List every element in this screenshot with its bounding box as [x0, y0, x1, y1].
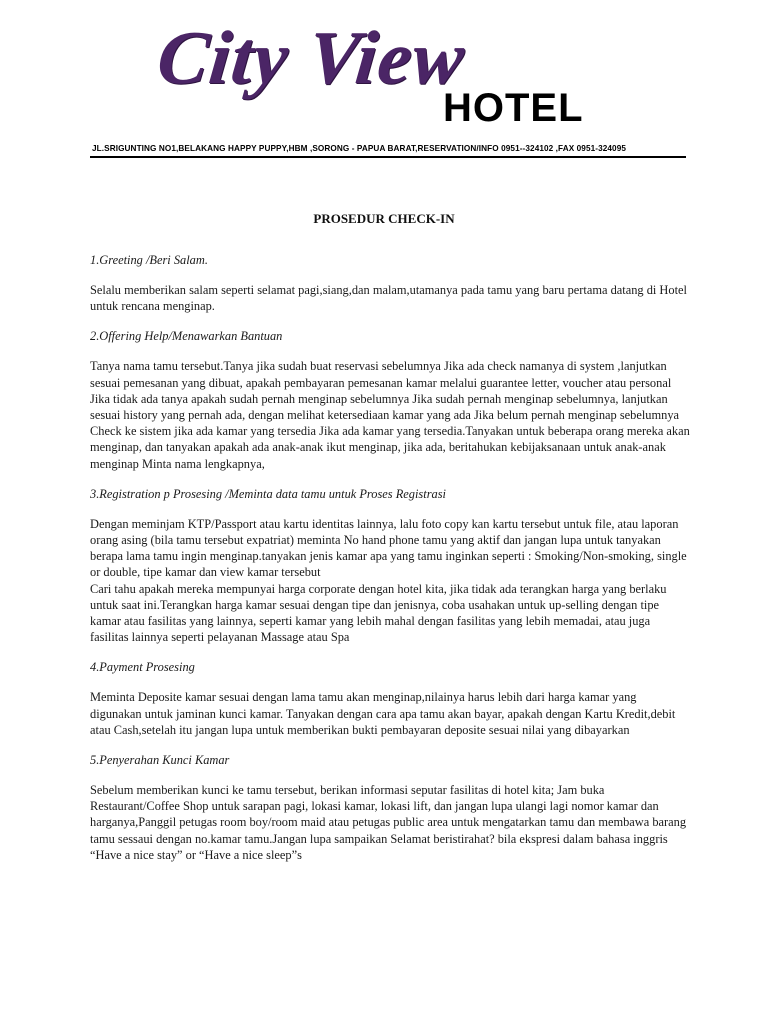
section-greeting [90, 252, 690, 314]
document-body [90, 252, 690, 877]
section-paragraph: Sebelum memberikan kunci ke tamu tersebut, berikan informasi seputar fasilitas di hotel kita; Jam buka Restaurant/Coffee Shop untuk sarapan pagi, lokasi kamar, lokasi lift, dan jangan lupa ulangi lagi nomor kamar dan harganya,Panggil petugas room boy/room maid atau petugas public area untuk mengatarkan tamu dan membawa barang tamu sessaui dengan no.kamar tamu.Jangan lupa sampaikan Selamat beristirahat? bila ekspresi dalam bahasa inggris “Have a nice stay” or “Have a nice sleep”s [90, 783, 687, 862]
section-paragraph: Tanya nama tamu tersebut.Tanya jika sudah buat reservasi sebelumnya Jika ada check namanya di system ,lanjutkan sesuai pemesanan yang dibuat, apakah pembayaran pemesanan kamar melalui guarantee letter, voucher atau personal Jika tidak ada tanya apakah sudah pernah menginap sebelumnya Jika sudah pernah menginap sebelumnya, lanjutkan sesuai history yang pernah ada, dengan melihat ketersediaan kamar yang ada Jika belum pernah menginap sebelumnya Check ke sistem jika ada kamar yang tersedia Jika ada kamar yang tersedia.Tanyakan untuk beberapa orang mereka akan menginap, dan tanyakan apakah ada anak-anak ikut menginap, jika ada, beritahukan kebijaksanaan untuk anak-anak menginap Minta nama lengkapnya, [90, 359, 690, 471]
section-paragraph: Meminta Deposite kamar sesuai dengan lama tamu akan menginap,nilainya harus lebih dari harga kamar yang digunakan untuk jaminan kunci kamar. Tanyakan dengan cara apa tamu akan bayar, apakah dengan Kartu Kredit,debit atau Cash,setelah itu jangan lupa untuk memberikan bukti pembayaran deposite sesuai nilai yang dibayarkan [90, 690, 676, 737]
section-heading: 3.Registration p Prosesing /Meminta data tamu untuk Proses Registrasi [90, 486, 446, 501]
section-paragraph: Cari tahu apakah mereka mempunyai harga corporate dengan hotel kita, jika tidak ada terangkan harga yang berlaku untuk saat ini.Terangkan harga kamar sesuai dengan tipe dan jenisnya, coba usahakan untuk up-selling dengan tipe kamar atau fasilitas yang lainnya, seperti kamar yang lebih mahal dengan fasilitas yang lebih memadai, atau juga fasilitas lainnya seperti pelayanan Massage atau Spa [90, 581, 667, 645]
section-registration [90, 486, 690, 646]
hotel-address: JL.SRIGUNTING NO1,BELAKANG HAPPY PUPPY,HBM ,SORONG - PAPUA BARAT,RESERVATION/INFO 0951--324102 ,FAX 0951-324095 [92, 144, 627, 153]
section-heading: 1.Greeting /Beri Salam. [90, 253, 208, 267]
section-room-key [90, 752, 690, 863]
hotel-logo-script: City View [153, 16, 470, 100]
section-paragraph: Selalu memberikan salam seperti selamat pagi,siang,dan malam,utamanya pada tamu yang baru pertama datang di Hotel untuk rencana menginap. [90, 283, 687, 314]
section-paragraph: Dengan meminjam KTP/Passport atau kartu identitas lainnya, lalu foto copy kan kartu tersebut untuk file, atau laporan orang asing (bila tamu tersebut expatriat) meminta No hand phone tamu yang aktif dan jangan lupa untuk tanyakan berapa lama tamu ingin menginap.tanyakan jenis kamar apa yang tamu inginkan seperti : Smoking/Non-smoking, single or double, tipe kamar dan view kamar tersebut [90, 516, 687, 580]
section-heading: 5.Penyerahan Kunci Kamar [90, 753, 230, 768]
section-heading: 2.Offering Help/Menawarkan Bantuan [90, 329, 283, 344]
section-payment [90, 659, 690, 738]
letterhead-divider [90, 156, 686, 158]
hotel-logo-wordmark: HOTEL [443, 86, 584, 130]
section-heading: 4.Payment Prosesing [90, 660, 195, 675]
document-title: PROSEDUR CHECK-IN [313, 211, 455, 226]
letterhead [0, 0, 768, 170]
section-offering-help [90, 328, 690, 471]
